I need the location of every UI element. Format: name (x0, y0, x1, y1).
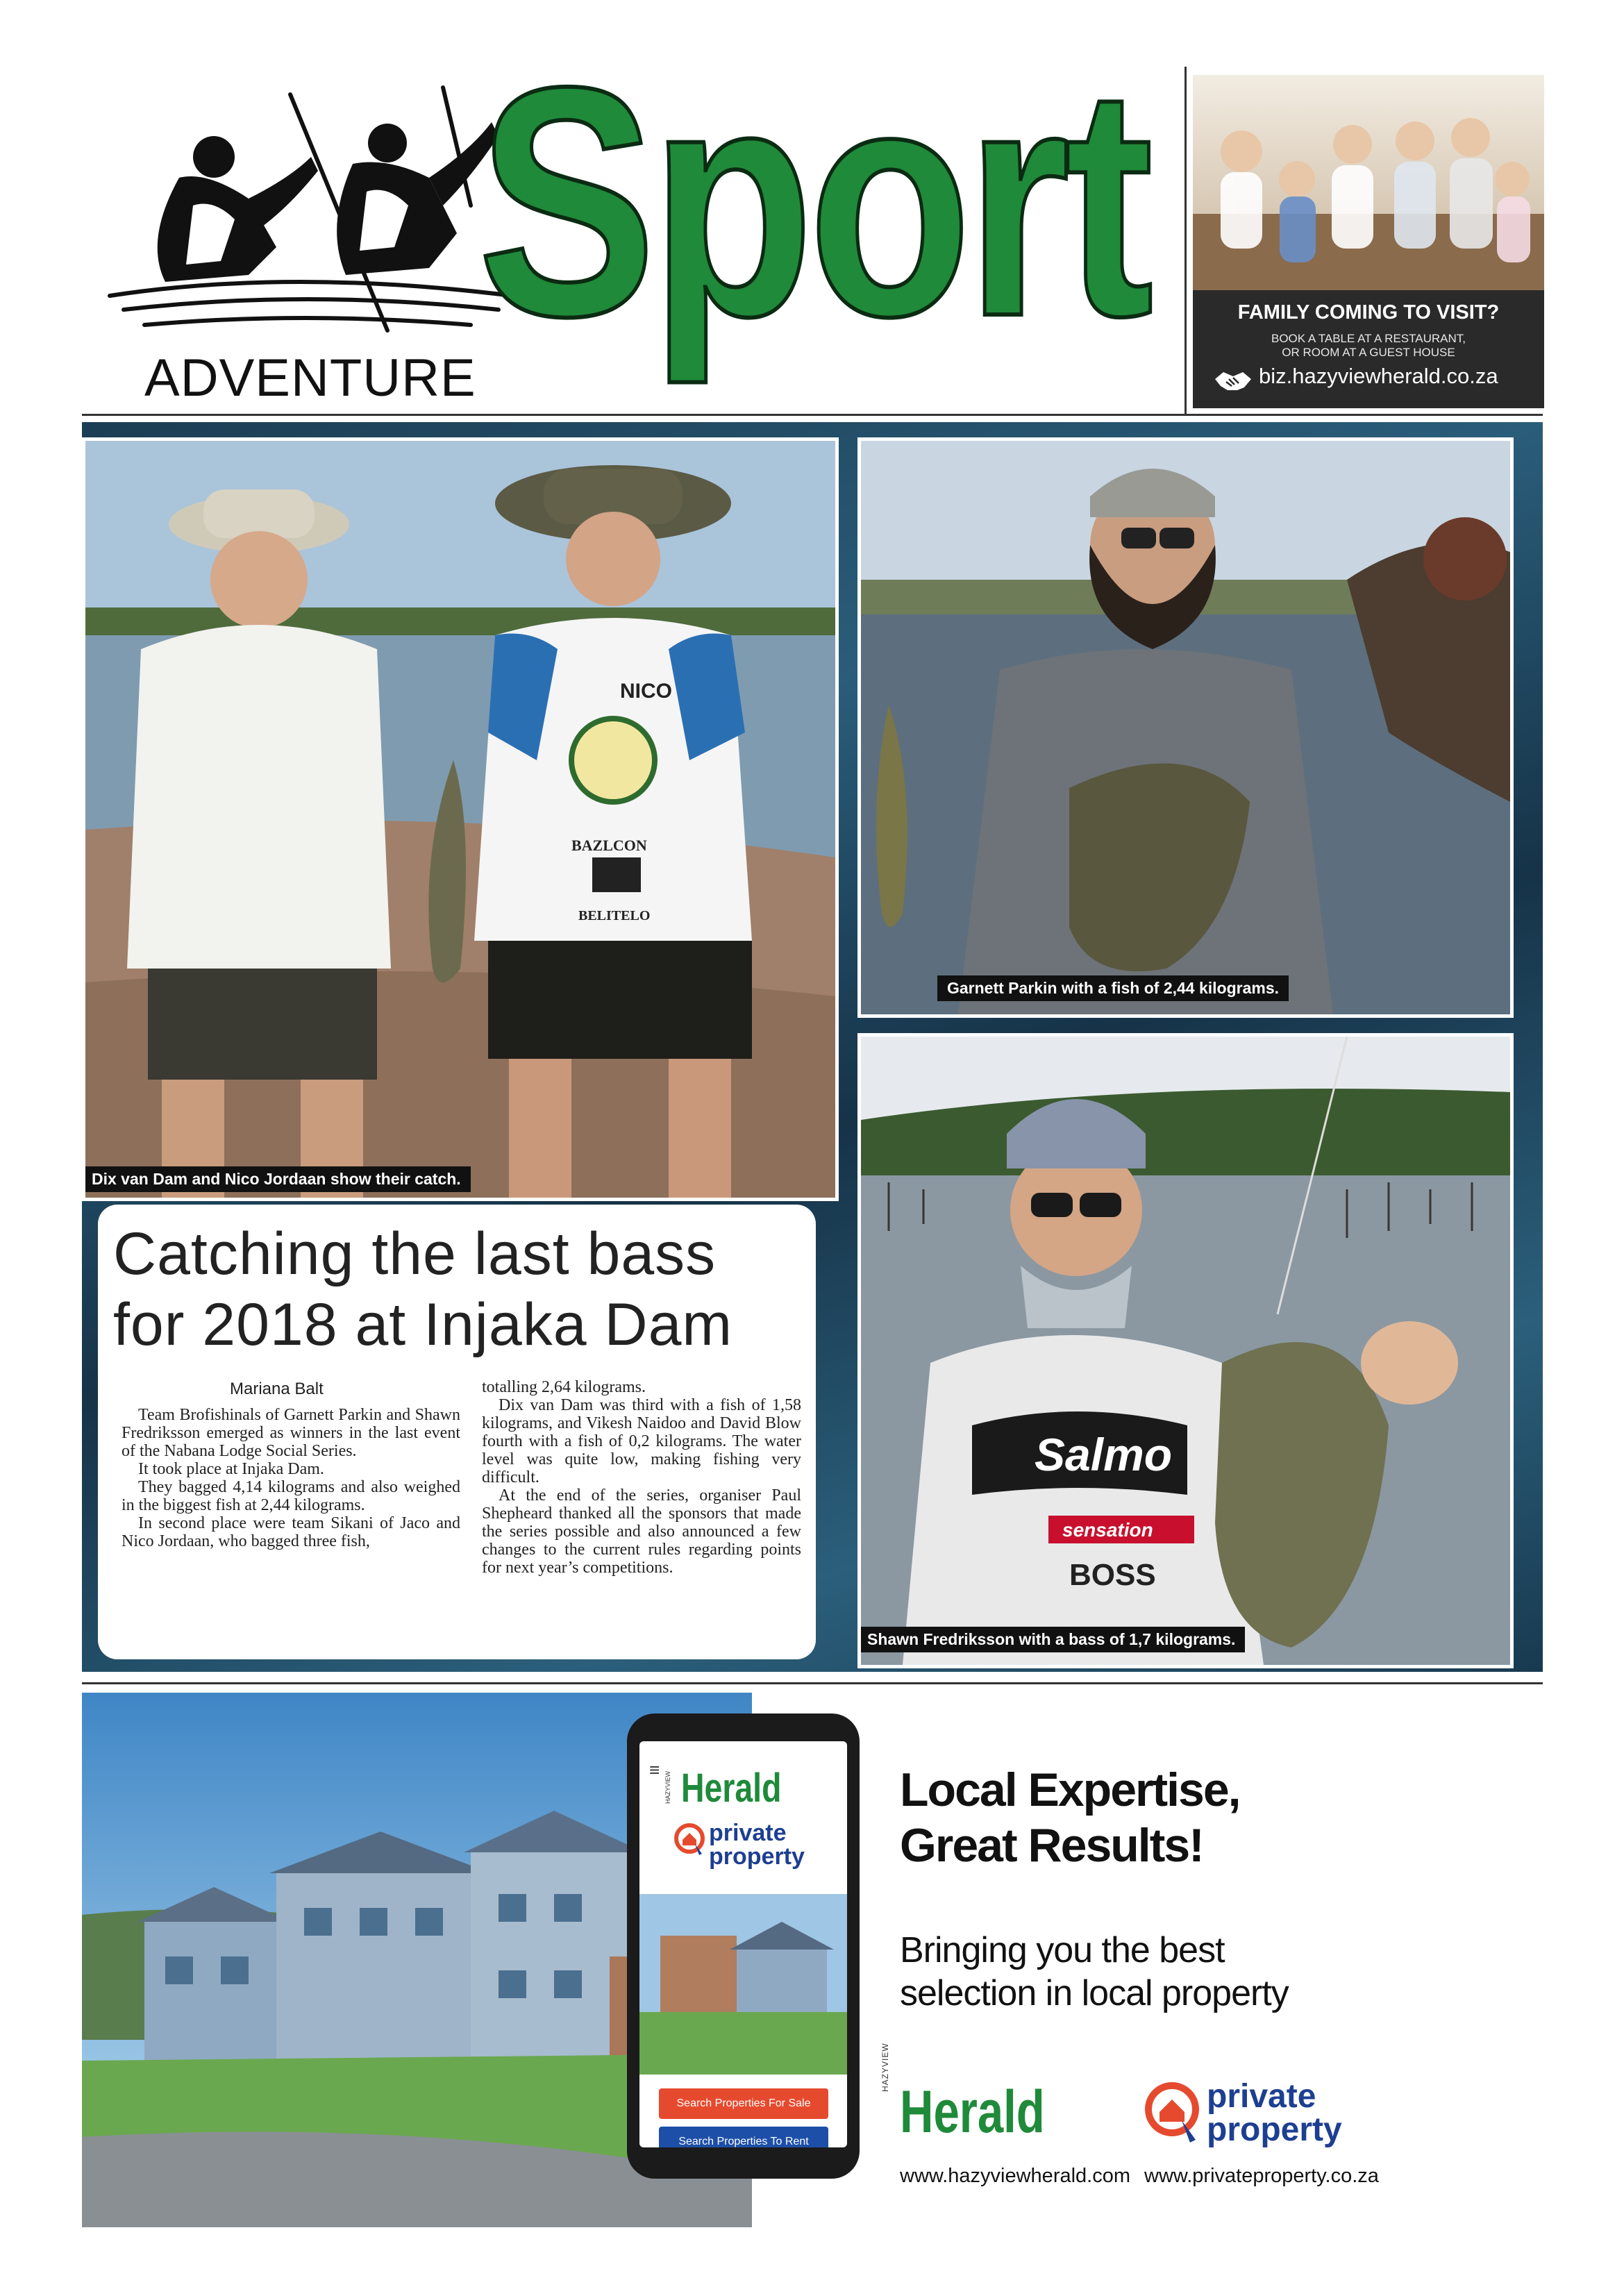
masthead (82, 19, 1172, 414)
ad-subtext-line: BOOK A TABLE AT A RESTAURANT, (1271, 332, 1466, 345)
photo-garnett-parkin (857, 437, 1514, 1018)
ad-heading: FAMILY COMING TO VISIT? (1237, 301, 1500, 324)
ad-subtext (1234, 332, 1502, 360)
photo-dix-and-nico (82, 437, 839, 1201)
ad-url-link[interactable]: biz.hazyviewherald.co.za (1259, 364, 1498, 388)
private-property-logo-text (1207, 2080, 1342, 2147)
masthead-divider (1184, 67, 1187, 414)
headline-line: for 2018 at Injaka Dam (113, 1291, 733, 1358)
shirt-salmo: Salmo (1035, 1429, 1173, 1480)
headline-line: Catching the last bass (113, 1221, 717, 1287)
menu-icon[interactable]: ≡ (649, 1759, 660, 1780)
shirt-brand-belitelo: BELITELO (578, 908, 651, 923)
article-headline (113, 1218, 807, 1360)
subline-line: Bringing you the best (900, 1930, 1225, 1970)
phone-screen (639, 1741, 847, 2147)
pp-logo-line: property (1207, 2111, 1342, 2148)
herald-url-link[interactable]: www.hazyviewherald.com (900, 2165, 1131, 2187)
photo-shawn-fredriksson (857, 1033, 1514, 1668)
phone-house-photo (639, 1894, 847, 2075)
search-to-rent-button[interactable]: Search Properties To Rent (659, 2127, 828, 2147)
anglers-photo-1 (85, 441, 835, 1198)
private-property-logo-icon (1144, 2081, 1203, 2144)
article-paragraph: Dix van Dam was third with a fish of 1,58 kilograms, and Vikesh Naidoo and David Blow fourth with a fish of 0,2 kilograms. The water level was quite low, making fishing very difficult. (482, 1396, 801, 1486)
pp-logo-line: private (1207, 2078, 1316, 2115)
phone-pp-line: property (709, 1843, 805, 1870)
article-byline: Mariana Balt (230, 1380, 324, 1398)
masthead-rule (82, 414, 1543, 416)
private-property-url-link[interactable]: www.privateproperty.co.za (1144, 2165, 1379, 2187)
herald-logo: Herald (900, 2079, 1045, 2145)
ad-tagline (900, 1762, 1240, 1873)
photo-caption: Shawn Fredriksson with a bass of 1,7 kilograms. (857, 1627, 1245, 1652)
private-property-house-icon (674, 1823, 705, 1857)
shirt-sensation: sensation (1062, 1519, 1153, 1541)
shirt-brand-bazlcon: BAZLCON (571, 837, 647, 854)
phone-herald-logo: Herald (681, 1766, 782, 1811)
shirt-boss: BOSS (1069, 1558, 1156, 1592)
phone-pp-line: private (709, 1820, 787, 1846)
phone-mockup (627, 1713, 860, 2179)
photo-spread (82, 422, 1543, 1672)
article-paragraph: It took place at Injaka Dam. (138, 1460, 324, 1478)
photo-caption: Dix van Dam and Nico Jordaan show their catch. (82, 1166, 471, 1192)
article-column-1 (122, 1406, 460, 1550)
phone-hazyview-tag: HAZYVIEW (664, 1770, 671, 1804)
photo-caption: Garnett Parkin with a fish of 2,44 kilograms. (937, 975, 1289, 1001)
section-title: Sport (478, 19, 1148, 384)
property-ad[interactable] (82, 1693, 1543, 2234)
search-for-sale-button[interactable]: Search Properties For Sale (659, 2088, 828, 2119)
article-paragraph: At the end of the series, organiser Paul Shepheard thanked all the sponsors that made the series possible and also announced a few changes to the current rules regarding points for next year’s competitions. (482, 1486, 801, 1577)
family-photo (1193, 75, 1544, 290)
article-paragraph: Team Brofishinals of Garnett Parkin and Shawn Fredriksson emerged as winners in the last event of the Nabana Lodge Social Series. (122, 1406, 460, 1460)
ad-subline (900, 1929, 1289, 2015)
canoe-paddlers-illustration (82, 67, 540, 372)
anglers-photo-2 (861, 441, 1510, 1014)
anglers-photo-3 (861, 1037, 1510, 1665)
article-column-2 (482, 1378, 801, 1577)
tagline-line: Local Expertise, (900, 1763, 1240, 1816)
article-box (98, 1205, 816, 1659)
phone-pp-logo (709, 1821, 805, 1868)
section-rule (82, 1682, 1543, 1684)
family-visit-ad[interactable] (1193, 75, 1544, 408)
ad-subtext-line: OR ROOM AT A GUEST HOUSE (1282, 346, 1455, 359)
subline-line: selection in local property (900, 1973, 1289, 2013)
hazyview-tag: HAZYVIEW (880, 2043, 890, 2092)
article-paragraph: totalling 2,64 kilograms. (482, 1378, 646, 1396)
article-paragraph: In second place were team Sikani of Jaco and Nico Jordaan, who bagged three fish, (122, 1514, 460, 1550)
section-subtitle: ADVENTURE (144, 349, 476, 408)
shirt-brand-nico: NICO (620, 680, 672, 703)
article-paragraph: They bagged 4,14 kilograms and also weighed in the biggest fish at 2,44 kilograms. (122, 1478, 460, 1514)
tagline-line: Great Results! (900, 1819, 1203, 1872)
handshake-icon (1214, 367, 1253, 394)
